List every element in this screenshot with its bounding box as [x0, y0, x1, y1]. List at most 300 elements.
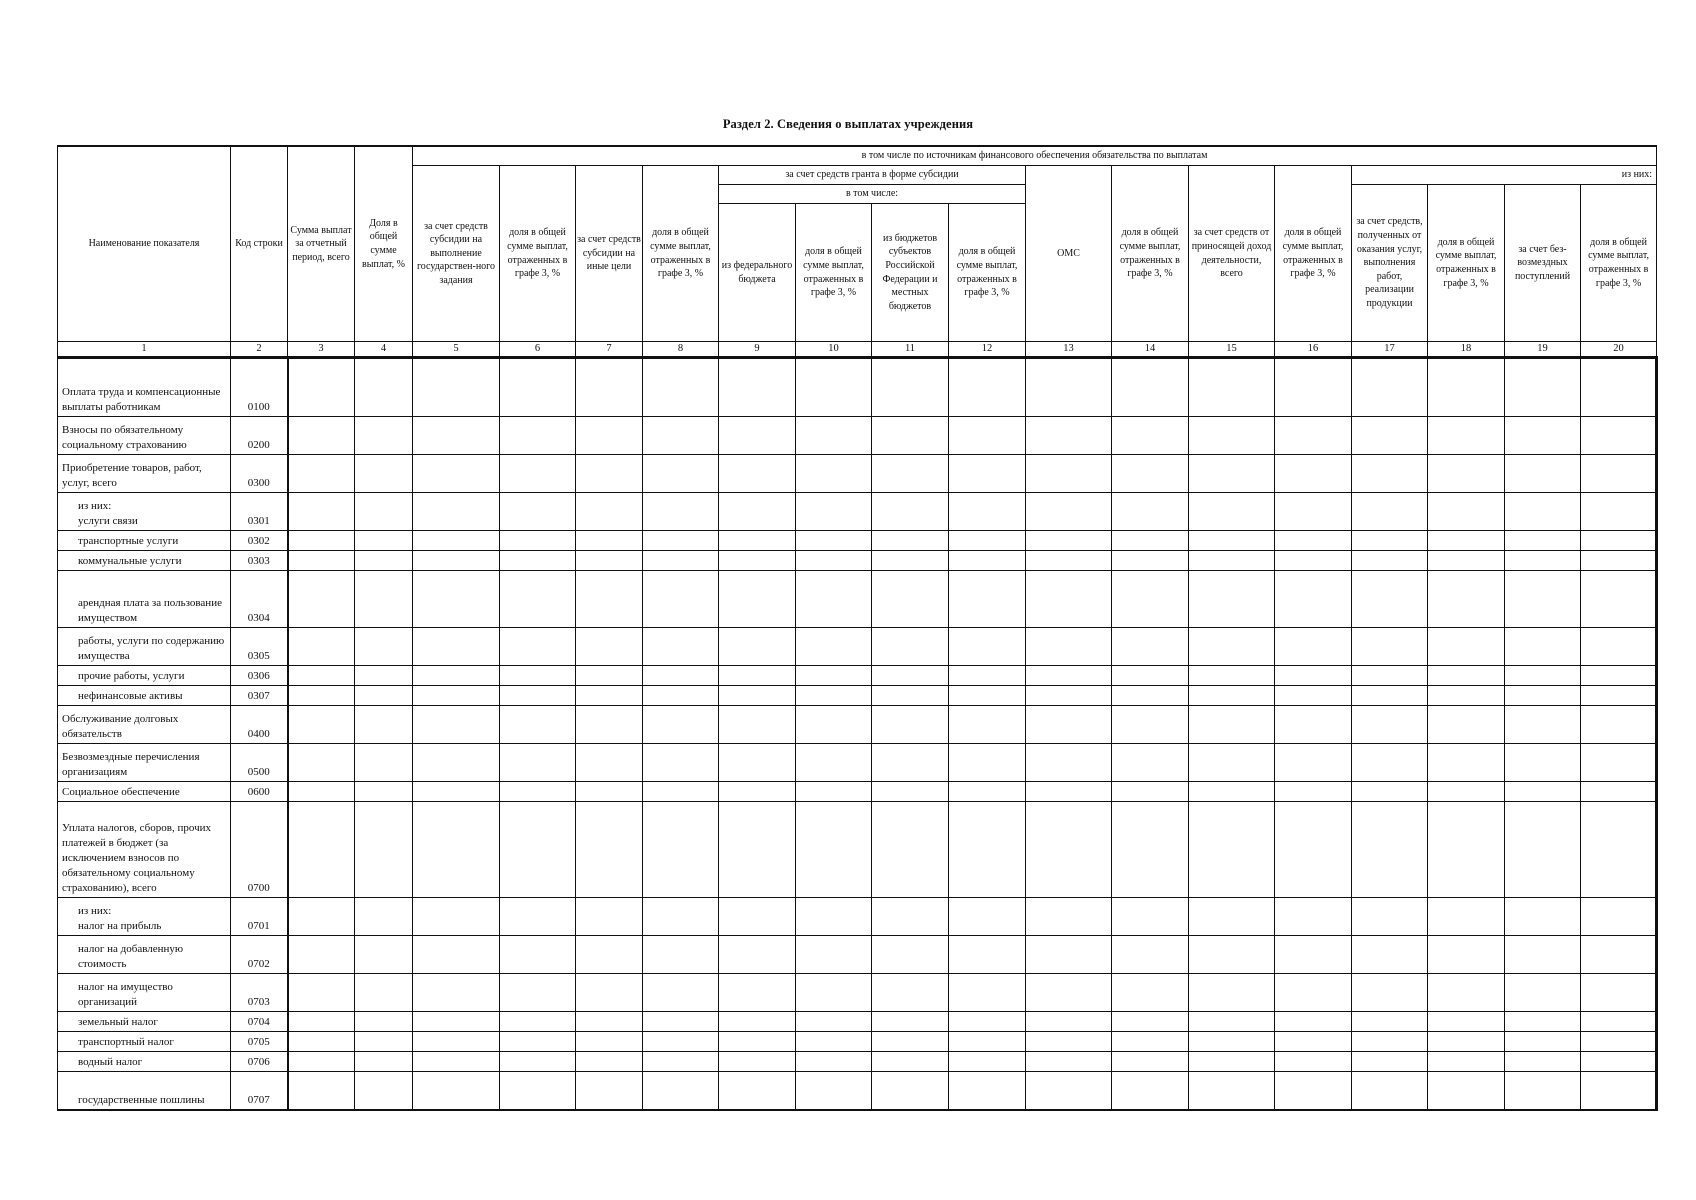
value-cell-col14[interactable]	[1112, 531, 1189, 551]
value-cell-col4[interactable]	[355, 358, 413, 417]
value-cell-col13[interactable]	[1026, 531, 1112, 551]
value-cell-col20[interactable]	[1581, 1012, 1657, 1032]
value-cell-col13[interactable]	[1026, 782, 1112, 802]
value-cell-col7[interactable]	[576, 744, 643, 782]
value-cell-col5[interactable]	[413, 493, 500, 531]
value-cell-col14[interactable]	[1112, 706, 1189, 744]
value-cell-col11[interactable]	[872, 898, 949, 936]
value-cell-col9[interactable]	[719, 666, 796, 686]
value-cell-col10[interactable]	[796, 782, 872, 802]
value-cell-col17[interactable]	[1352, 571, 1428, 628]
value-cell-col7[interactable]	[576, 455, 643, 493]
value-cell-col9[interactable]	[719, 802, 796, 898]
value-cell-col14[interactable]	[1112, 417, 1189, 455]
value-cell-col6[interactable]	[500, 1032, 576, 1052]
value-cell-col9[interactable]	[719, 782, 796, 802]
value-cell-col7[interactable]	[576, 802, 643, 898]
value-cell-col9[interactable]	[719, 531, 796, 551]
value-cell-col14[interactable]	[1112, 936, 1189, 974]
value-cell-col15[interactable]	[1189, 802, 1275, 898]
value-cell-col20[interactable]	[1581, 802, 1657, 898]
value-cell-col20[interactable]	[1581, 744, 1657, 782]
value-cell-col6[interactable]	[500, 1072, 576, 1110]
value-cell-col13[interactable]	[1026, 666, 1112, 686]
value-cell-col12[interactable]	[949, 455, 1026, 493]
value-cell-col10[interactable]	[796, 744, 872, 782]
value-cell-col13[interactable]	[1026, 744, 1112, 782]
value-cell-col14[interactable]	[1112, 358, 1189, 417]
value-cell-col10[interactable]	[796, 898, 872, 936]
value-cell-col20[interactable]	[1581, 571, 1657, 628]
value-cell-col3[interactable]	[288, 666, 355, 686]
value-cell-col5[interactable]	[413, 802, 500, 898]
value-cell-col17[interactable]	[1352, 744, 1428, 782]
value-cell-col5[interactable]	[413, 571, 500, 628]
value-cell-col11[interactable]	[872, 1052, 949, 1072]
value-cell-col12[interactable]	[949, 782, 1026, 802]
value-cell-col12[interactable]	[949, 974, 1026, 1012]
value-cell-col19[interactable]	[1505, 1032, 1581, 1052]
value-cell-col8[interactable]	[643, 782, 719, 802]
value-cell-col18[interactable]	[1428, 455, 1505, 493]
value-cell-col15[interactable]	[1189, 744, 1275, 782]
value-cell-col14[interactable]	[1112, 1052, 1189, 1072]
value-cell-col20[interactable]	[1581, 493, 1657, 531]
value-cell-col17[interactable]	[1352, 1032, 1428, 1052]
value-cell-col15[interactable]	[1189, 531, 1275, 551]
value-cell-col4[interactable]	[355, 493, 413, 531]
value-cell-col20[interactable]	[1581, 666, 1657, 686]
value-cell-col11[interactable]	[872, 782, 949, 802]
value-cell-col15[interactable]	[1189, 551, 1275, 571]
value-cell-col16[interactable]	[1275, 1032, 1352, 1052]
value-cell-col4[interactable]	[355, 744, 413, 782]
value-cell-col12[interactable]	[949, 802, 1026, 898]
value-cell-col19[interactable]	[1505, 974, 1581, 1012]
value-cell-col11[interactable]	[872, 358, 949, 417]
value-cell-col15[interactable]	[1189, 1052, 1275, 1072]
value-cell-col14[interactable]	[1112, 744, 1189, 782]
value-cell-col4[interactable]	[355, 417, 413, 455]
value-cell-col16[interactable]	[1275, 1012, 1352, 1032]
value-cell-col9[interactable]	[719, 1072, 796, 1110]
value-cell-col20[interactable]	[1581, 706, 1657, 744]
value-cell-col18[interactable]	[1428, 744, 1505, 782]
value-cell-col11[interactable]	[872, 744, 949, 782]
value-cell-col15[interactable]	[1189, 628, 1275, 666]
value-cell-col19[interactable]	[1505, 628, 1581, 666]
value-cell-col16[interactable]	[1275, 1052, 1352, 1072]
value-cell-col7[interactable]	[576, 706, 643, 744]
value-cell-col9[interactable]	[719, 686, 796, 706]
value-cell-col4[interactable]	[355, 802, 413, 898]
value-cell-col15[interactable]	[1189, 417, 1275, 455]
value-cell-col19[interactable]	[1505, 571, 1581, 628]
value-cell-col8[interactable]	[643, 571, 719, 628]
value-cell-col5[interactable]	[413, 551, 500, 571]
value-cell-col5[interactable]	[413, 744, 500, 782]
value-cell-col19[interactable]	[1505, 782, 1581, 802]
value-cell-col4[interactable]	[355, 974, 413, 1012]
value-cell-col4[interactable]	[355, 455, 413, 493]
value-cell-col12[interactable]	[949, 493, 1026, 531]
value-cell-col20[interactable]	[1581, 782, 1657, 802]
value-cell-col12[interactable]	[949, 531, 1026, 551]
value-cell-col15[interactable]	[1189, 706, 1275, 744]
value-cell-col5[interactable]	[413, 417, 500, 455]
value-cell-col12[interactable]	[949, 571, 1026, 628]
value-cell-col13[interactable]	[1026, 1072, 1112, 1110]
value-cell-col13[interactable]	[1026, 706, 1112, 744]
value-cell-col5[interactable]	[413, 358, 500, 417]
value-cell-col7[interactable]	[576, 1012, 643, 1032]
value-cell-col19[interactable]	[1505, 493, 1581, 531]
value-cell-col12[interactable]	[949, 1072, 1026, 1110]
value-cell-col9[interactable]	[719, 706, 796, 744]
value-cell-col5[interactable]	[413, 782, 500, 802]
value-cell-col18[interactable]	[1428, 571, 1505, 628]
value-cell-col6[interactable]	[500, 686, 576, 706]
value-cell-col15[interactable]	[1189, 1072, 1275, 1110]
value-cell-col20[interactable]	[1581, 358, 1657, 417]
value-cell-col9[interactable]	[719, 493, 796, 531]
value-cell-col20[interactable]	[1581, 1032, 1657, 1052]
value-cell-col10[interactable]	[796, 1052, 872, 1072]
value-cell-col3[interactable]	[288, 531, 355, 551]
value-cell-col15[interactable]	[1189, 493, 1275, 531]
value-cell-col18[interactable]	[1428, 782, 1505, 802]
value-cell-col16[interactable]	[1275, 628, 1352, 666]
value-cell-col19[interactable]	[1505, 417, 1581, 455]
value-cell-col7[interactable]	[576, 571, 643, 628]
value-cell-col5[interactable]	[413, 706, 500, 744]
value-cell-col9[interactable]	[719, 417, 796, 455]
value-cell-col17[interactable]	[1352, 666, 1428, 686]
value-cell-col5[interactable]	[413, 455, 500, 493]
value-cell-col8[interactable]	[643, 974, 719, 1012]
value-cell-col3[interactable]	[288, 417, 355, 455]
value-cell-col17[interactable]	[1352, 531, 1428, 551]
value-cell-col14[interactable]	[1112, 571, 1189, 628]
value-cell-col10[interactable]	[796, 1072, 872, 1110]
value-cell-col3[interactable]	[288, 1052, 355, 1072]
value-cell-col7[interactable]	[576, 531, 643, 551]
value-cell-col15[interactable]	[1189, 666, 1275, 686]
value-cell-col13[interactable]	[1026, 358, 1112, 417]
value-cell-col12[interactable]	[949, 898, 1026, 936]
value-cell-col4[interactable]	[355, 1052, 413, 1072]
value-cell-col6[interactable]	[500, 531, 576, 551]
value-cell-col13[interactable]	[1026, 936, 1112, 974]
value-cell-col15[interactable]	[1189, 974, 1275, 1012]
value-cell-col5[interactable]	[413, 531, 500, 551]
value-cell-col13[interactable]	[1026, 628, 1112, 666]
value-cell-col12[interactable]	[949, 417, 1026, 455]
value-cell-col6[interactable]	[500, 744, 576, 782]
value-cell-col4[interactable]	[355, 551, 413, 571]
value-cell-col12[interactable]	[949, 358, 1026, 417]
value-cell-col7[interactable]	[576, 974, 643, 1012]
value-cell-col6[interactable]	[500, 455, 576, 493]
value-cell-col19[interactable]	[1505, 898, 1581, 936]
value-cell-col8[interactable]	[643, 686, 719, 706]
value-cell-col20[interactable]	[1581, 1052, 1657, 1072]
value-cell-col19[interactable]	[1505, 666, 1581, 686]
value-cell-col12[interactable]	[949, 706, 1026, 744]
value-cell-col6[interactable]	[500, 898, 576, 936]
value-cell-col3[interactable]	[288, 571, 355, 628]
value-cell-col13[interactable]	[1026, 1032, 1112, 1052]
value-cell-col17[interactable]	[1352, 706, 1428, 744]
value-cell-col13[interactable]	[1026, 686, 1112, 706]
value-cell-col4[interactable]	[355, 898, 413, 936]
value-cell-col13[interactable]	[1026, 455, 1112, 493]
value-cell-col13[interactable]	[1026, 493, 1112, 531]
value-cell-col5[interactable]	[413, 1012, 500, 1032]
value-cell-col14[interactable]	[1112, 666, 1189, 686]
value-cell-col10[interactable]	[796, 1032, 872, 1052]
value-cell-col16[interactable]	[1275, 936, 1352, 974]
value-cell-col10[interactable]	[796, 974, 872, 1012]
value-cell-col4[interactable]	[355, 571, 413, 628]
value-cell-col12[interactable]	[949, 936, 1026, 974]
value-cell-col16[interactable]	[1275, 686, 1352, 706]
value-cell-col18[interactable]	[1428, 1032, 1505, 1052]
value-cell-col20[interactable]	[1581, 686, 1657, 706]
value-cell-col18[interactable]	[1428, 686, 1505, 706]
value-cell-col9[interactable]	[719, 628, 796, 666]
value-cell-col19[interactable]	[1505, 358, 1581, 417]
value-cell-col13[interactable]	[1026, 551, 1112, 571]
value-cell-col19[interactable]	[1505, 744, 1581, 782]
value-cell-col15[interactable]	[1189, 936, 1275, 974]
value-cell-col11[interactable]	[872, 455, 949, 493]
value-cell-col14[interactable]	[1112, 1072, 1189, 1110]
value-cell-col12[interactable]	[949, 551, 1026, 571]
value-cell-col4[interactable]	[355, 936, 413, 974]
value-cell-col17[interactable]	[1352, 493, 1428, 531]
value-cell-col19[interactable]	[1505, 802, 1581, 898]
value-cell-col10[interactable]	[796, 531, 872, 551]
value-cell-col11[interactable]	[872, 686, 949, 706]
value-cell-col3[interactable]	[288, 686, 355, 706]
value-cell-col20[interactable]	[1581, 551, 1657, 571]
value-cell-col12[interactable]	[949, 1052, 1026, 1072]
value-cell-col10[interactable]	[796, 455, 872, 493]
value-cell-col20[interactable]	[1581, 974, 1657, 1012]
value-cell-col3[interactable]	[288, 706, 355, 744]
value-cell-col18[interactable]	[1428, 531, 1505, 551]
value-cell-col3[interactable]	[288, 493, 355, 531]
value-cell-col8[interactable]	[643, 417, 719, 455]
value-cell-col5[interactable]	[413, 974, 500, 1012]
value-cell-col7[interactable]	[576, 936, 643, 974]
value-cell-col5[interactable]	[413, 686, 500, 706]
value-cell-col17[interactable]	[1352, 974, 1428, 1012]
value-cell-col18[interactable]	[1428, 358, 1505, 417]
value-cell-col18[interactable]	[1428, 1052, 1505, 1072]
value-cell-col4[interactable]	[355, 1072, 413, 1110]
value-cell-col9[interactable]	[719, 936, 796, 974]
value-cell-col7[interactable]	[576, 1052, 643, 1072]
value-cell-col11[interactable]	[872, 417, 949, 455]
value-cell-col8[interactable]	[643, 551, 719, 571]
value-cell-col5[interactable]	[413, 1032, 500, 1052]
value-cell-col12[interactable]	[949, 686, 1026, 706]
value-cell-col11[interactable]	[872, 551, 949, 571]
value-cell-col17[interactable]	[1352, 936, 1428, 974]
value-cell-col17[interactable]	[1352, 686, 1428, 706]
value-cell-col13[interactable]	[1026, 898, 1112, 936]
value-cell-col10[interactable]	[796, 551, 872, 571]
value-cell-col10[interactable]	[796, 666, 872, 686]
value-cell-col18[interactable]	[1428, 898, 1505, 936]
value-cell-col7[interactable]	[576, 666, 643, 686]
value-cell-col18[interactable]	[1428, 974, 1505, 1012]
value-cell-col11[interactable]	[872, 1032, 949, 1052]
value-cell-col10[interactable]	[796, 493, 872, 531]
value-cell-col10[interactable]	[796, 417, 872, 455]
value-cell-col8[interactable]	[643, 531, 719, 551]
value-cell-col20[interactable]	[1581, 417, 1657, 455]
value-cell-col18[interactable]	[1428, 1012, 1505, 1032]
value-cell-col3[interactable]	[288, 1012, 355, 1032]
value-cell-col10[interactable]	[796, 706, 872, 744]
value-cell-col9[interactable]	[719, 1012, 796, 1032]
value-cell-col6[interactable]	[500, 358, 576, 417]
value-cell-col10[interactable]	[796, 358, 872, 417]
value-cell-col20[interactable]	[1581, 1072, 1657, 1110]
value-cell-col3[interactable]	[288, 455, 355, 493]
value-cell-col3[interactable]	[288, 898, 355, 936]
value-cell-col17[interactable]	[1352, 1072, 1428, 1110]
value-cell-col17[interactable]	[1352, 802, 1428, 898]
value-cell-col20[interactable]	[1581, 628, 1657, 666]
value-cell-col7[interactable]	[576, 686, 643, 706]
value-cell-col8[interactable]	[643, 358, 719, 417]
value-cell-col16[interactable]	[1275, 802, 1352, 898]
value-cell-col7[interactable]	[576, 782, 643, 802]
value-cell-col6[interactable]	[500, 417, 576, 455]
value-cell-col9[interactable]	[719, 571, 796, 628]
value-cell-col18[interactable]	[1428, 936, 1505, 974]
value-cell-col8[interactable]	[643, 1072, 719, 1110]
value-cell-col10[interactable]	[796, 936, 872, 974]
value-cell-col19[interactable]	[1505, 936, 1581, 974]
value-cell-col15[interactable]	[1189, 358, 1275, 417]
value-cell-col6[interactable]	[500, 936, 576, 974]
value-cell-col15[interactable]	[1189, 1032, 1275, 1052]
value-cell-col16[interactable]	[1275, 455, 1352, 493]
value-cell-col8[interactable]	[643, 802, 719, 898]
value-cell-col17[interactable]	[1352, 1012, 1428, 1032]
value-cell-col6[interactable]	[500, 782, 576, 802]
value-cell-col17[interactable]	[1352, 898, 1428, 936]
value-cell-col3[interactable]	[288, 628, 355, 666]
value-cell-col17[interactable]	[1352, 551, 1428, 571]
value-cell-col5[interactable]	[413, 1072, 500, 1110]
value-cell-col15[interactable]	[1189, 455, 1275, 493]
value-cell-col11[interactable]	[872, 1012, 949, 1032]
value-cell-col18[interactable]	[1428, 666, 1505, 686]
value-cell-col16[interactable]	[1275, 974, 1352, 1012]
value-cell-col13[interactable]	[1026, 802, 1112, 898]
value-cell-col16[interactable]	[1275, 898, 1352, 936]
value-cell-col7[interactable]	[576, 358, 643, 417]
value-cell-col3[interactable]	[288, 936, 355, 974]
value-cell-col9[interactable]	[719, 898, 796, 936]
value-cell-col12[interactable]	[949, 628, 1026, 666]
value-cell-col4[interactable]	[355, 686, 413, 706]
value-cell-col9[interactable]	[719, 455, 796, 493]
value-cell-col19[interactable]	[1505, 455, 1581, 493]
value-cell-col17[interactable]	[1352, 358, 1428, 417]
value-cell-col10[interactable]	[796, 571, 872, 628]
value-cell-col14[interactable]	[1112, 782, 1189, 802]
value-cell-col11[interactable]	[872, 531, 949, 551]
value-cell-col16[interactable]	[1275, 551, 1352, 571]
value-cell-col3[interactable]	[288, 1072, 355, 1110]
value-cell-col9[interactable]	[719, 551, 796, 571]
value-cell-col16[interactable]	[1275, 493, 1352, 531]
value-cell-col16[interactable]	[1275, 571, 1352, 628]
value-cell-col18[interactable]	[1428, 493, 1505, 531]
value-cell-col15[interactable]	[1189, 686, 1275, 706]
value-cell-col14[interactable]	[1112, 1032, 1189, 1052]
value-cell-col8[interactable]	[643, 706, 719, 744]
value-cell-col12[interactable]	[949, 744, 1026, 782]
value-cell-col4[interactable]	[355, 1012, 413, 1032]
value-cell-col6[interactable]	[500, 571, 576, 628]
value-cell-col16[interactable]	[1275, 666, 1352, 686]
value-cell-col8[interactable]	[643, 898, 719, 936]
value-cell-col7[interactable]	[576, 493, 643, 531]
value-cell-col6[interactable]	[500, 628, 576, 666]
value-cell-col14[interactable]	[1112, 1012, 1189, 1032]
value-cell-col11[interactable]	[872, 936, 949, 974]
value-cell-col18[interactable]	[1428, 628, 1505, 666]
value-cell-col3[interactable]	[288, 744, 355, 782]
value-cell-col16[interactable]	[1275, 1072, 1352, 1110]
value-cell-col12[interactable]	[949, 666, 1026, 686]
value-cell-col10[interactable]	[796, 802, 872, 898]
value-cell-col17[interactable]	[1352, 628, 1428, 666]
value-cell-col11[interactable]	[872, 666, 949, 686]
value-cell-col6[interactable]	[500, 1052, 576, 1072]
value-cell-col19[interactable]	[1505, 1072, 1581, 1110]
value-cell-col14[interactable]	[1112, 802, 1189, 898]
value-cell-col14[interactable]	[1112, 898, 1189, 936]
value-cell-col20[interactable]	[1581, 936, 1657, 974]
value-cell-col6[interactable]	[500, 666, 576, 686]
value-cell-col16[interactable]	[1275, 417, 1352, 455]
value-cell-col3[interactable]	[288, 802, 355, 898]
value-cell-col5[interactable]	[413, 936, 500, 974]
value-cell-col4[interactable]	[355, 531, 413, 551]
value-cell-col12[interactable]	[949, 1012, 1026, 1032]
value-cell-col18[interactable]	[1428, 1072, 1505, 1110]
value-cell-col13[interactable]	[1026, 571, 1112, 628]
value-cell-col19[interactable]	[1505, 551, 1581, 571]
value-cell-col19[interactable]	[1505, 531, 1581, 551]
value-cell-col11[interactable]	[872, 571, 949, 628]
value-cell-col6[interactable]	[500, 551, 576, 571]
value-cell-col5[interactable]	[413, 666, 500, 686]
value-cell-col12[interactable]	[949, 1032, 1026, 1052]
value-cell-col3[interactable]	[288, 358, 355, 417]
value-cell-col6[interactable]	[500, 493, 576, 531]
value-cell-col14[interactable]	[1112, 686, 1189, 706]
